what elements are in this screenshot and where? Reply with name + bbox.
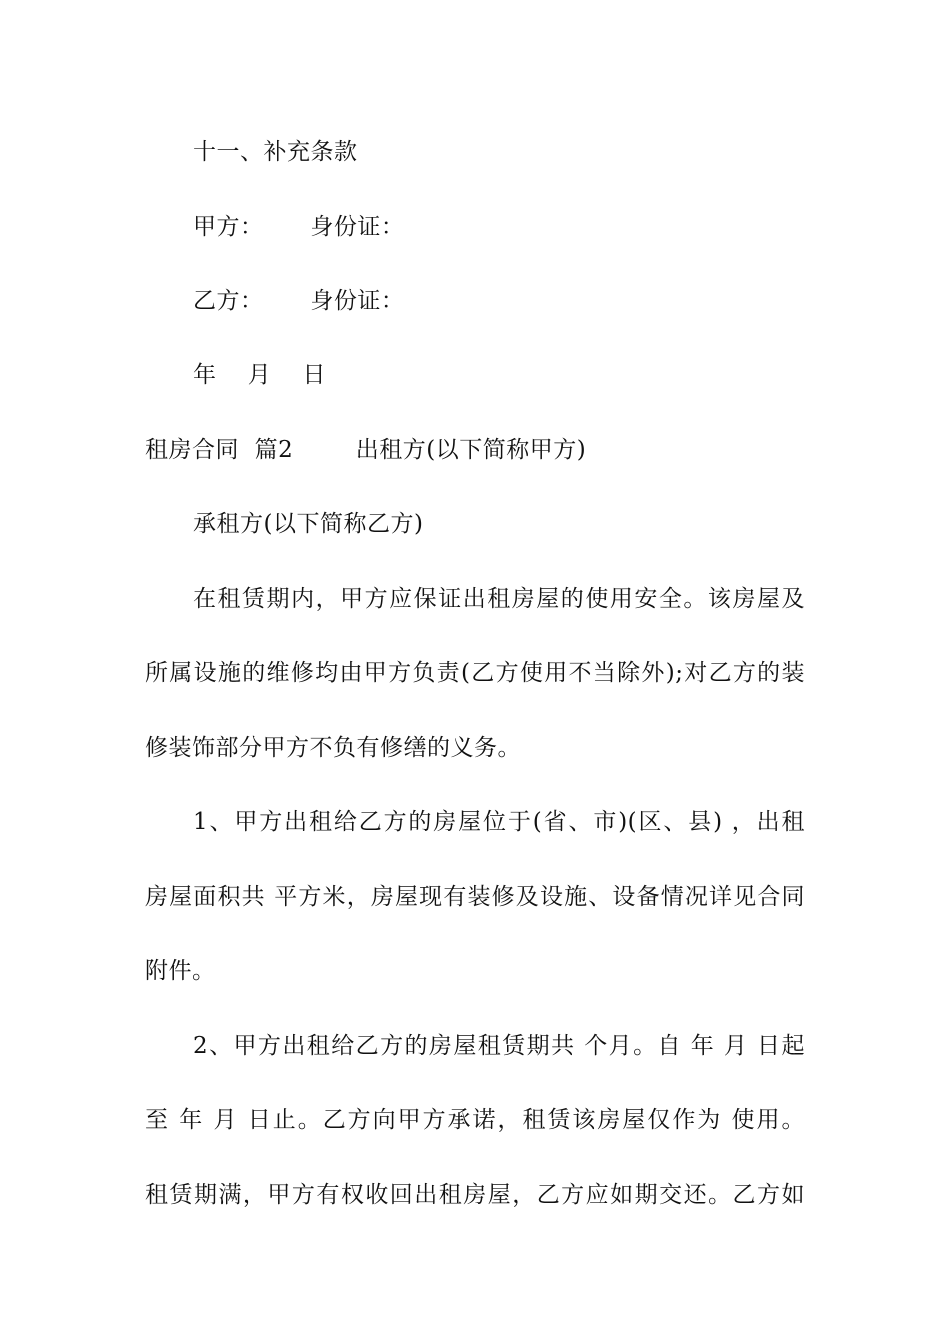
clause-line: 租赁期满，甲方有权收回出租房屋，乙方应如期交还。乙方如 bbox=[145, 1182, 805, 1208]
party-b-line: 乙方： 身份证： bbox=[193, 288, 405, 314]
paragraph-line: 在租赁期内，甲方应保证出租房屋的使用安全。该房屋及 bbox=[193, 586, 805, 612]
date-line: 年 月 日 bbox=[193, 362, 326, 388]
paragraph-line: 修装饰部分甲方不负有修缮的义务。 bbox=[145, 735, 521, 761]
party-a-line: 甲方： 身份证： bbox=[193, 214, 405, 240]
clause-line: 1、甲方出租给乙方的房屋位于(省、市)(区、县) ，出租 bbox=[193, 809, 805, 835]
paragraph-line: 所属设施的维修均由甲方负责(乙方使用不当除外);对乙方的装 bbox=[145, 660, 805, 686]
section-heading: 十一、补充条款 bbox=[193, 139, 358, 165]
contract-title-line: 租房合同 篇2 出租方(以下简称甲方) bbox=[145, 437, 587, 463]
lessee-line: 承租方(以下简称乙方) bbox=[193, 511, 424, 537]
clause-line: 房屋面积共 平方米，房屋现有装修及设施、设备情况详见合同 bbox=[145, 884, 805, 910]
clause-line: 附件。 bbox=[145, 958, 216, 984]
clause-line: 至 年 月 日止。乙方向甲方承诺，租赁该房屋仅作为 使用。 bbox=[145, 1107, 805, 1133]
clause-line: 2、甲方出租给乙方的房屋租赁期共 个月。自 年 月 日起 bbox=[193, 1033, 805, 1059]
